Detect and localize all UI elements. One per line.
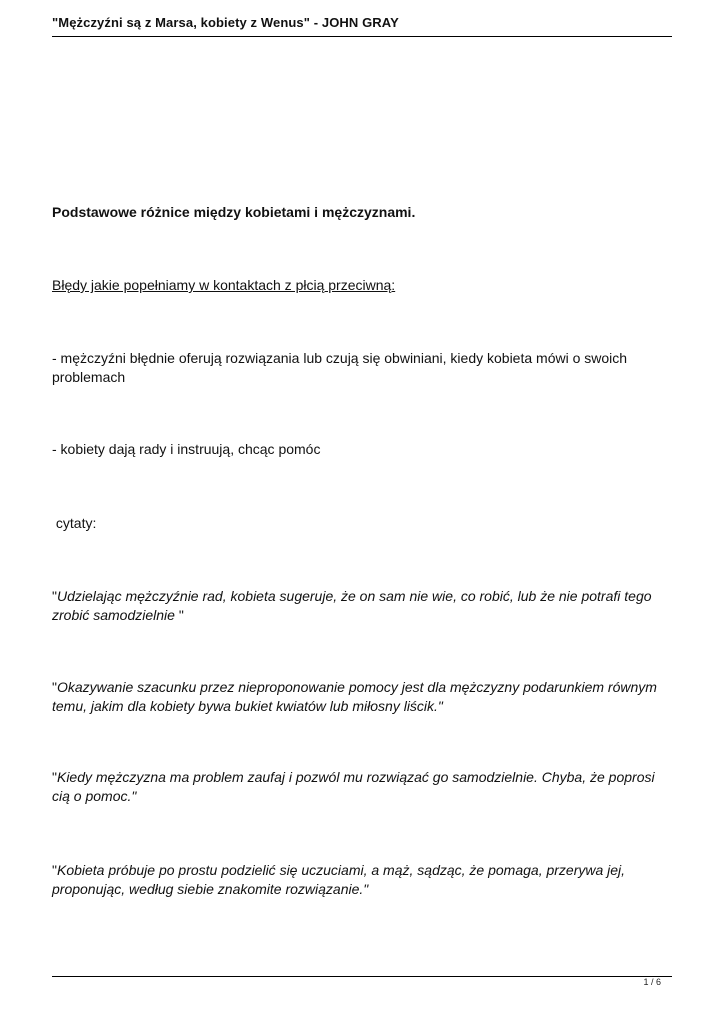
running-header-title: "Mężczyźni są z Marsa, kobiety z Wenus" - JOHN GRAY [52,15,399,30]
quote-paragraph [52,768,672,806]
paragraph-women-mistake: - kobiety dają rady i instruują, chcąc pomóc [52,441,321,457]
page-number: 1 / 6 [643,977,661,987]
section-heading: Podstawowe różnice między kobietami i mężczyznami. [52,204,416,220]
quote-open-mark: " [52,769,57,785]
quote-close-mark: " [174,607,184,623]
quote-paragraph [52,587,672,625]
paragraph-men-mistake: - mężczyźni błędnie oferują rozwiązania lub czują się obwiniani, kiedy kobieta mówi o swoich problemach [52,350,628,385]
quote-paragraph [52,678,672,716]
quote-open-mark: " [52,588,57,604]
quote-text: Udzielając mężczyźnie rad, kobieta sugeruje, że on sam nie wie, co robić, lub że nie potrafi tego zrobić samodzielnie [52,588,652,623]
quote-text: Kiedy mężczyzna ma problem zaufaj i pozwól mu rozwiązać go samodzielnie. Chyba, że poprosi cią o pomoc." [52,769,655,804]
mistakes-label: Błędy jakie popełniamy w kontaktach z płcią przeciwną: [52,277,396,293]
quote-text: Kobieta próbuje po prostu podzielić się uczuciami, a mąż, sądząc, że pomaga, przerywa jej, proponując, według siebie znakomite rozwiązanie." [52,862,626,897]
quote-text: Okazywanie szacunku przez nieproponowanie pomocy jest dla mężczyzny podarunkiem równym temu, jakim dla kobiety bywa bukiet kwiatów lub miłosny liścik." [52,679,657,714]
quote-paragraph [52,861,672,899]
footer-divider [52,976,672,977]
quote-open-mark: " [52,862,57,878]
quote-open-mark: " [52,679,57,695]
header-divider [52,36,672,37]
quotes-label: cytaty: [52,515,97,531]
